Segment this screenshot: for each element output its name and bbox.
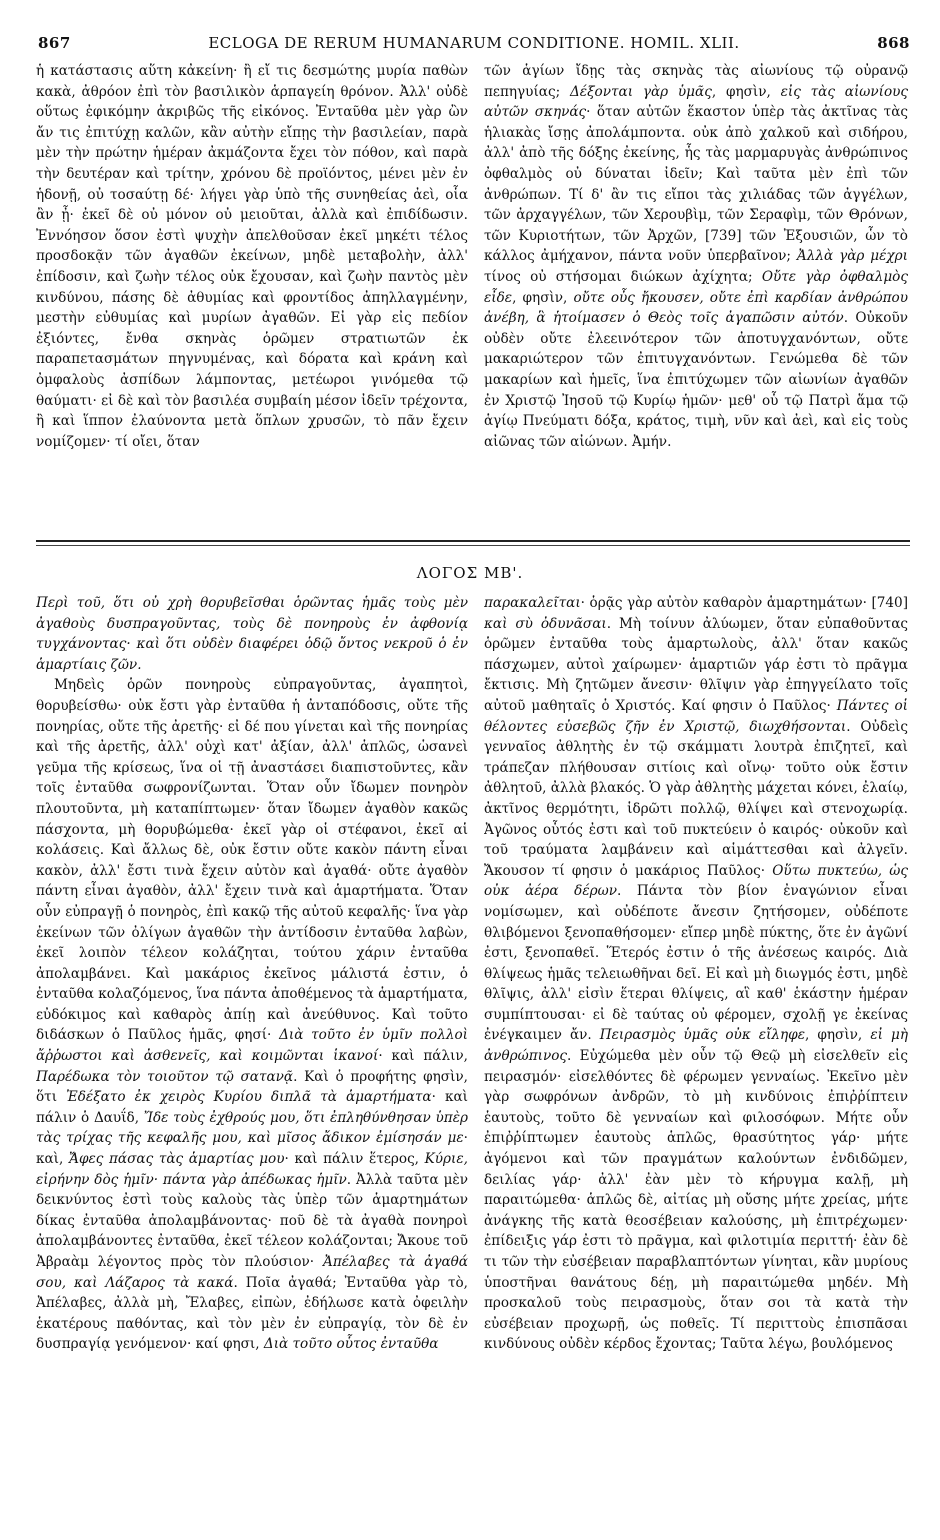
column-bottom-left bbox=[36, 593, 468, 1528]
text-run: , φησὶν, bbox=[512, 289, 574, 306]
running-title: ECLOGA DE RERUM HUMANARUM CONDITIONE. HOMIL. XLII. bbox=[208, 34, 740, 52]
text-run: , φησὶν, bbox=[711, 83, 781, 100]
text-run: . Ἀλλὰ ταῦτα μὲν δεικνύντος ἐστὶ τοὺς καλοὺς τὰς ὑπὲρ τῶν ἁμαρτημάτων δίκας ἐνταῦθα ἀπολαμβάνοντας· ποῦ δὲ τὰ ἀγαθὰ πονηροὶ ἀπολαμβάνοντες ἐνταῦθα, ἐκεῖ τέλεον κολάζονται; Ἄκουε τοῦ Ἀβραὰμ λέγοντος πρὸς τὸν πλούσιον· bbox=[36, 1171, 468, 1270]
text-run: Μηδεὶς ὁρῶν πονηροὺς εὐπραγοῦντας, ἀγαπητοὶ, θορυβείσθω· οὐκ ἔστι γὰρ ἐνταῦθα ἡ ἀνταπόδοσις, οὔτε τῆς πονηρίας, οὔτε τῆς ἀρετῆς· εἰ δέ που γίνεται καὶ τῆς πονηρίας καὶ τῆς ἀρετῆς, ἀλλ' οὐχὶ κατ' ἀξίαν, ἀλλ' ἁπλῶς, ὡσανεὶ γεῦμα τῆς κρίσεως, ἵνα οἱ τῇ ἀναστάσει διαπιστοῦντες, κἂν τοῖς ἐνταῦθα σωφρονίζωνται. Ὅταν οὖν ἴδωμεν πονηρὸν πλουτοῦντα, μὴ καταπίπτωμεν· ὅταν ἴδωμεν ἀγαθὸν κακῶς πάσχοντα, μὴ θορυβώμεθα· ἐκεῖ γὰρ οἱ στέφανοι, ἐκεῖ αἱ κολάσεις. Καὶ ἄλλως δὲ, οὐκ ἔστιν οὔτε κακὸν πάντη εἶναι κακὸν, ἀλλ' ἔστι τινὰ ἔχειν αὐτὸν καὶ ἀγαθά· οὔτε ἀγαθὸν πάντη εἶναι ἀγαθὸν, ἀλλ' ἔχειν τινὰ καὶ ἁμαρτήματα. Ὅταν οὖν εὐπραγῇ ὁ πονηρὸς, ἐπὶ κακῷ τῆς αὐτοῦ κεφαλῆς· ἵνα γὰρ ἐκείνων τῶν ὀλίγων ἀγαθῶν τὴν ἀντίδοσιν ἐνταῦθα λαβὼν, ἐκεῖ λοιπὸν τέλεον κολάζηται, τούτου χάριν ἐνταῦθα ἀπολαμβάνει. Καὶ μακάριος ἐκεῖνος μάλιστά ἐστιν, ὁ ἐνταῦθα κολαζόμενος, ἵνα πάντα ἀποθέμενος τὰ ἁμαρτήματα, εὐδόκιμος καὶ καθαρὸς ἀπίῃ καὶ ἀνεύθυνος. Καὶ τοῦτο διδάσκων ὁ Παῦλος ἡμᾶς, φησί· bbox=[36, 677, 468, 1044]
text-run: . Οὐκοῦν οὐδὲν οὔτε ἐλεεινότερον τῶν ἀποτυγχανόντων, οὔτε μακαριώτερον τῶν ἐπιτυγχανόντων. Γενώμεθα δὲ τῶν μακαρίων καὶ ἡμεῖς, ἵνα ἐπιτύχωμεν τῶν αἰωνίων ἀγαθῶν ἐν Χριστῷ Ἰησοῦ τῷ Κυρίῳ ἡμῶν· μεθ' οὗ τῷ Πατρὶ ἅμα τῷ ἁγίῳ Πνεύματι δόξα, κράτος, τιμὴ, νῦν καὶ ἀεὶ, καὶ εἰς τοὺς αἰῶνας τῶν αἰώνων. Ἀμήν. bbox=[484, 310, 908, 450]
column-top-right bbox=[484, 61, 908, 537]
page-number-right: 868 bbox=[877, 34, 910, 52]
text-run: , φησὶν, bbox=[805, 1027, 871, 1044]
text-run: · ὁρᾷς γὰρ αὐτὸν καθαρὸν ἁμαρτημάτων· [740] bbox=[580, 595, 908, 611]
quotation: Δέξονται γὰρ ὑμᾶς bbox=[569, 83, 712, 100]
quotation: εἰ μὴ ἀνθρώπινος bbox=[484, 1027, 908, 1065]
paragraph bbox=[484, 61, 908, 452]
quotation: παρακαλεῖται bbox=[484, 595, 581, 611]
quotation: Πειρασμὸς ὑμᾶς οὐκ εἴληφε bbox=[599, 1027, 805, 1044]
text-run: . Καὶ ὁ προφήτης φησὶν, ὅτι bbox=[36, 1068, 468, 1106]
quotation: Ἀπέλαβες τὰ ἀγαθά σου, καὶ Λάζαρος τὰ κακά bbox=[36, 1254, 468, 1291]
text-run: · καὶ, bbox=[36, 1130, 468, 1168]
text-run: · καὶ πάλιν, bbox=[378, 1048, 468, 1065]
text-run: · καὶ πάλιν ὁ Δαυΐδ, bbox=[36, 1089, 468, 1126]
page-number-left: 867 bbox=[38, 34, 71, 52]
quotation: Διὰ τοῦτο οὗτος ἐνταῦθα bbox=[263, 1336, 439, 1353]
text-run: · ὅταν αὐτῶν ἕκαστον ὑπὲρ τὰς ἀκτῖνας τὰς ἡλιακὰς ἴσῃς ἀπολάμποντα. οὐκ ἀπὸ χαλκοῦ καὶ σιδήρου, ἀλλ' ἀπὸ τῆς δόξης ἐκείνης, ἧς τὰς μαρμαρυγὰς ἀνθρώπινος ὀφθαλμὸς οὐ δύναται ἰδεῖν; Καὶ ταῦτα μὲν ἐπὶ τῶν ἀνθρώπων. Τί δ' ἂν τις εἴποι τὰς χιλιάδας τῶν ἀγγέλων, τῶν ἀρχαγγέλων, τῶν Χερουβὶμ, τῶν Σεραφὶμ, τῶν Θρόνων, τῶν Κυριοτήτων, τῶν Ἀρχῶν, [739] τῶν Ἐξουσιῶν, ὧν τὸ κάλλος ἀμήχανον, πάντα νοῦν ὑπερβαῖνον; bbox=[484, 104, 908, 265]
column-bottom-right bbox=[484, 593, 908, 1528]
quotation: Ἄφες πάσας τὰς ἁμαρτίας μου bbox=[68, 1151, 285, 1168]
homily-argument: Περὶ τοῦ, ὅτι οὐ χρὴ θορυβεῖσθαι ὁρῶντας ἡμᾶς τοὺς μὲν ἀγαθοὺς δυσπραγοῦντας, τοὺς δὲ πονηροὺς ἐν ἀφθονίᾳ τυγχάνοντας· καὶ ὅτι οὐδὲν διαφέρει ὁδῷ ὄντος νεκροῦ ὁ ἐν ἁμαρτίαις ζῶν. bbox=[36, 595, 468, 673]
column-top-left bbox=[36, 61, 468, 537]
quotation: Ἴδε τοὺς ἐχθρούς μου, ὅτι ἐπληθύνθησαν ὑπὲρ τὰς τρίχας τῆς κεφαλῆς μου, καὶ μῖσος ἄδικον ἐμίσησάν με bbox=[36, 1109, 468, 1147]
paragraph: ἡ κατάστασις αὕτη κἀκείνη· ἢ εἴ τις δεσμώτης μυρία παθὼν κακὰ, ἀθρόον ἐπὶ τὸν βασιλικὸν ἁρπαγείη θρόνον. Ἀλλ' οὐδὲ οὕτως ἐφικόμην ἀκριβῶς τῆς εἰκόνος. Ἐνταῦθα μὲν γὰρ ὢν ἄν τις ἐπιτύχῃ καλῶν, κἂν αὐτὴν εἴπῃς τὴν βασιλείαν, παρὰ μὲν τὴν πρώτην ἡμέραν ἀκμάζοντα ἔχει τὸν πόθον, καὶ παρὰ τὴν δευτέραν καὶ τρίτην, χρόνου δὲ προϊόντος, μένει μὲν ἐν ἡδονῇ, οὐ τοσαύτῃ δέ· λήγει γὰρ ὑπὸ τῆς συνηθείας ἀεὶ, οἷα ἂν ᾖ· ἐκεῖ δὲ οὐ μόνον οὐ μειοῦται, ἀλλὰ καὶ ἐπιδίδωσιν. Ἐννόησον ὅσον ἐστὶ ψυχὴν ἀπελθοῦσαν ἐκεῖ μηκέτι τέλος προσδοκᾷν τῶν ἀγαθῶν ἐκείνων, μηδὲ μεταβολὴν, ἀλλ' ἐπίδοσιν, καὶ ζωὴν τέλος οὐκ ἔχουσαν, καὶ ζωὴν παντὸς μὲν κινδύνου, πάσης δὲ ἀθυμίας καὶ φροντίδος ἀπηλλαγμένην, μεστὴν εὐθυμίας καὶ μυρίων ἀγαθῶν. Εἰ γὰρ εἰς πεδίον ἐξιόντες, ἔνθα σκηνὰς ὁρῶμεν στρατιωτῶν ἐκ παραπετασμάτων πηγνυμένας, καὶ δόρατα καὶ κράνη καὶ ὀμφαλοὺς ἀσπίδων λάμποντας, μετέωροι γινόμεθα τῷ θαύματι· εἰ δὲ καὶ τὸν βασιλέα συμβαίη μέσον ἰδεῖν τρέχοντα, ἢ καὶ ἵππον ἐλαύνοντα μετὰ ὅπλων χρυσῶν, τὸ πᾶν ἔχειν νομίζομεν· τί οἴει, ὅταν bbox=[36, 63, 468, 450]
section-rule-thin bbox=[36, 545, 910, 546]
text-run: τίνος οὐ στήσομαι διώκων ἀχίχητα; bbox=[484, 268, 762, 285]
quotation: Πάντες οἱ θέλοντες εὐσεβῶς ζῆν ἐν Χριστῷ, διωχθήσονται bbox=[484, 697, 908, 735]
text-run: . Ποῖα ἀγαθά; Ἐνταῦθα γὰρ τὸ, Ἀπέλαβες, ἀλλὰ μὴ, Ἔλαβες, εἰπὼν, ἐδήλωσε κατὰ ὀφειλὴν ἑκατέρους παθόντας, καὶ τὸν μὲν ἐν εὐπραγίᾳ, τὸν δὲ ἐν δυσπραγίᾳ γενόμενον· καί φησι, bbox=[36, 1274, 468, 1353]
text-run: . Οὐδεὶς γενναῖος ἀθλητὴς ἐν τῷ σκάμματι λουτρὰ ἐπιζητεῖ, καὶ τράπεζαν πλήθουσαν σιτίοις καὶ οἴνῳ· τοῦτο οὐκ ἔστιν ἀθλητοῦ, ἀλλὰ βλακός. Ὁ γὰρ ἀθλητὴς μάχεται κόνει, ἐλαίῳ, ἀκτῖνος θερμότητι, ἱδρῶτι πολλῷ, θλίψει καὶ στενοχωρίᾳ. Ἀγῶνος οὗτός ἐστι καὶ τοῦ πυκτεύειν ὁ καιρός· οὐκοῦν καὶ τοῦ τραύματα λαμβάνειν καὶ αἱμάττεσθαι καὶ ἀλγεῖν. Ἄκουσον τί φησιν ὁ μακάριος Παῦλος· bbox=[484, 718, 908, 879]
quotation: εἰς τὰς αἰωνίους αὐτῶν σκηνάς bbox=[484, 83, 908, 121]
section-rule bbox=[36, 540, 910, 542]
quotation: Παρέδωκα τὸν τοιοῦτον τῷ σατανᾷ bbox=[36, 1068, 294, 1085]
text-run: . Εὐχώμεθα μὲν οὖν τῷ Θεῷ μὴ εἰσελθεῖν εἰς πειρασμόν· εἰσελθόντες δὲ φέρωμεν γενναίως. Ἐκεῖνο μὲν γὰρ σωφρόνων ἀνδρῶν, τὸ μὴ κινδύνοις ἐπιῤῥίπτειν ἑαυτοὺς, τοῦτο δὲ γενναίων καὶ φιλοσόφων. Μήτε οὖν ἐπιῤῥίπτωμεν ἑαυτοὺς ἁπλῶς, θρασύτητος γάρ· μήτε ἀγόμενοι καὶ τῶν πραγμάτων καλούντων ἐνδιδῶμεν, δειλίας γάρ· ἀλλ' ἐὰν μὲν τὸ κήρυγμα καλῇ, μὴ παραιτώμεθα· ἁπλῶς δὲ, αἰτίας μὴ οὔσης μήτε χρείας, μήτε ἀνάγκης τῆς κατὰ θεοσέβειαν καλούσης, μὴ ἐπιτρέχωμεν· ἐπίδειξις γάρ ἐστι τὸ πρᾶγμα, καὶ φιλοτιμία περιττή· ἐὰν δὲ τι τῶν τὴν εὐσέβειαν παραβλαπτόντων γίνηται, κἂν μυρίους ὑποστῆναι θανάτους δέῃ, μὴ παραιτώμεθα μηδέν. Μὴ προσκαλοῦ τοὺς πειρασμοὺς, ὅταν σοι τὰ κατὰ τὴν εὐσέβειαν προχωρῇ, ὡς ποθεῖς. Τί περιττοὺς ἐπισπᾶσαι κινδύνους οὐδὲν κέρδος ἔχοντας; Ταῦτα λέγω, βουλόμενος bbox=[484, 1048, 908, 1353]
quotation: Οὕτω πυκτεύω, ὡς οὐκ ἀέρα δέρων bbox=[484, 862, 908, 900]
quotation: Κύριε, εἰρήνην δὸς ἡμῖν· πάντα γὰρ ἀπέδωκας ἡμῖν bbox=[36, 1151, 468, 1188]
section-title: ΛΟΓΟΣ ΜΒ'. bbox=[416, 564, 524, 582]
text-run: . Πάντα τὸν βίον ἐναγώνιον εἶναι νομίσωμεν, καὶ οὐδέποτε ἄνεσιν ζητήσομεν, οὐδέποτε θλιβόμενοι ξενοπαθήσομεν· εἴπερ μηδὲ πύκτης, ὅτε ἐν ἀγῶνί ἐστι, ξενοπαθεῖ. Ἕτερός ἐστιν ὁ τῆς ἀνέσεως καιρός. Διὰ θλίψεως ἡμᾶς τελειωθῆναι δεῖ. Εἰ καὶ μὴ διωγμός ἐστι, μηδὲ θλῖψις, ἀλλ' εἰσὶν ἕτεραι θλίψεις, αἳ καθ' ἑκάστην ἡμέραν συμπίπτουσαι· εἰ δὲ ταύτας οὐ φέρομεν, σχολῇ γε ἐκείνας ἐνέγκαιμεν ἄν. bbox=[484, 883, 908, 1044]
paragraph bbox=[36, 675, 468, 1355]
quotation: καὶ σὺ ὀδυνᾶσαι bbox=[484, 615, 607, 632]
quotation: οὔτε οὖς ἤκουσεν, οὔτε ἐπὶ καρδίαν ἀνθρώπου ἀνέβη, ἃ ἡτοίμασεν ὁ Θεὸς τοῖς ἀγαπῶσιν αὐτόν bbox=[484, 289, 908, 327]
paragraph bbox=[484, 593, 908, 1355]
quotation: Ἀλλὰ γὰρ μέχρι bbox=[796, 248, 908, 265]
text-run: . Μὴ τοίνυν ἀλύωμεν, ὅταν εὐπαθοῦντας ὁρῶμεν ἐνταῦθα τοὺς ἁμαρτωλοὺς, ἀλλ' ὅταν κακῶς πάσχωμεν, αὐτοὶ χαίρωμεν· ἁμαρτιῶν γάρ ἐστι τὸ πρᾶγμα ἔκτισις. Μὴ ζητῶμεν ἄνεσιν· θλῖψιν γὰρ ἐπηγγείλατο τοῖς αὐτοῦ μαθηταῖς ὁ Χριστός. Καί φησιν ὁ Παῦλος· bbox=[484, 615, 908, 714]
text-run: τῶν ἁγίων ἴδῃς τὰς σκηνὰς τὰς αἰωνίους τῷ οὐρανῷ πεπηγυίας; bbox=[484, 63, 908, 100]
quotation: Ἐδέξατο ἐκ χειρὸς Κυρίου διπλᾶ τὰ ἁμαρτήματα bbox=[66, 1089, 432, 1106]
text-run: · καὶ πάλιν ἕτερος, bbox=[284, 1151, 425, 1168]
running-header bbox=[38, 34, 910, 56]
quotation: Διὰ τοῦτο ἐν ὑμῖν πολλοὶ ἄῤῥωστοι καὶ ἀσθενεῖς, καὶ κοιμῶνται ἱκανοί bbox=[36, 1027, 468, 1065]
quotation: Οὔτε γὰρ ὀφθαλμὸς εἶδε bbox=[484, 268, 908, 306]
